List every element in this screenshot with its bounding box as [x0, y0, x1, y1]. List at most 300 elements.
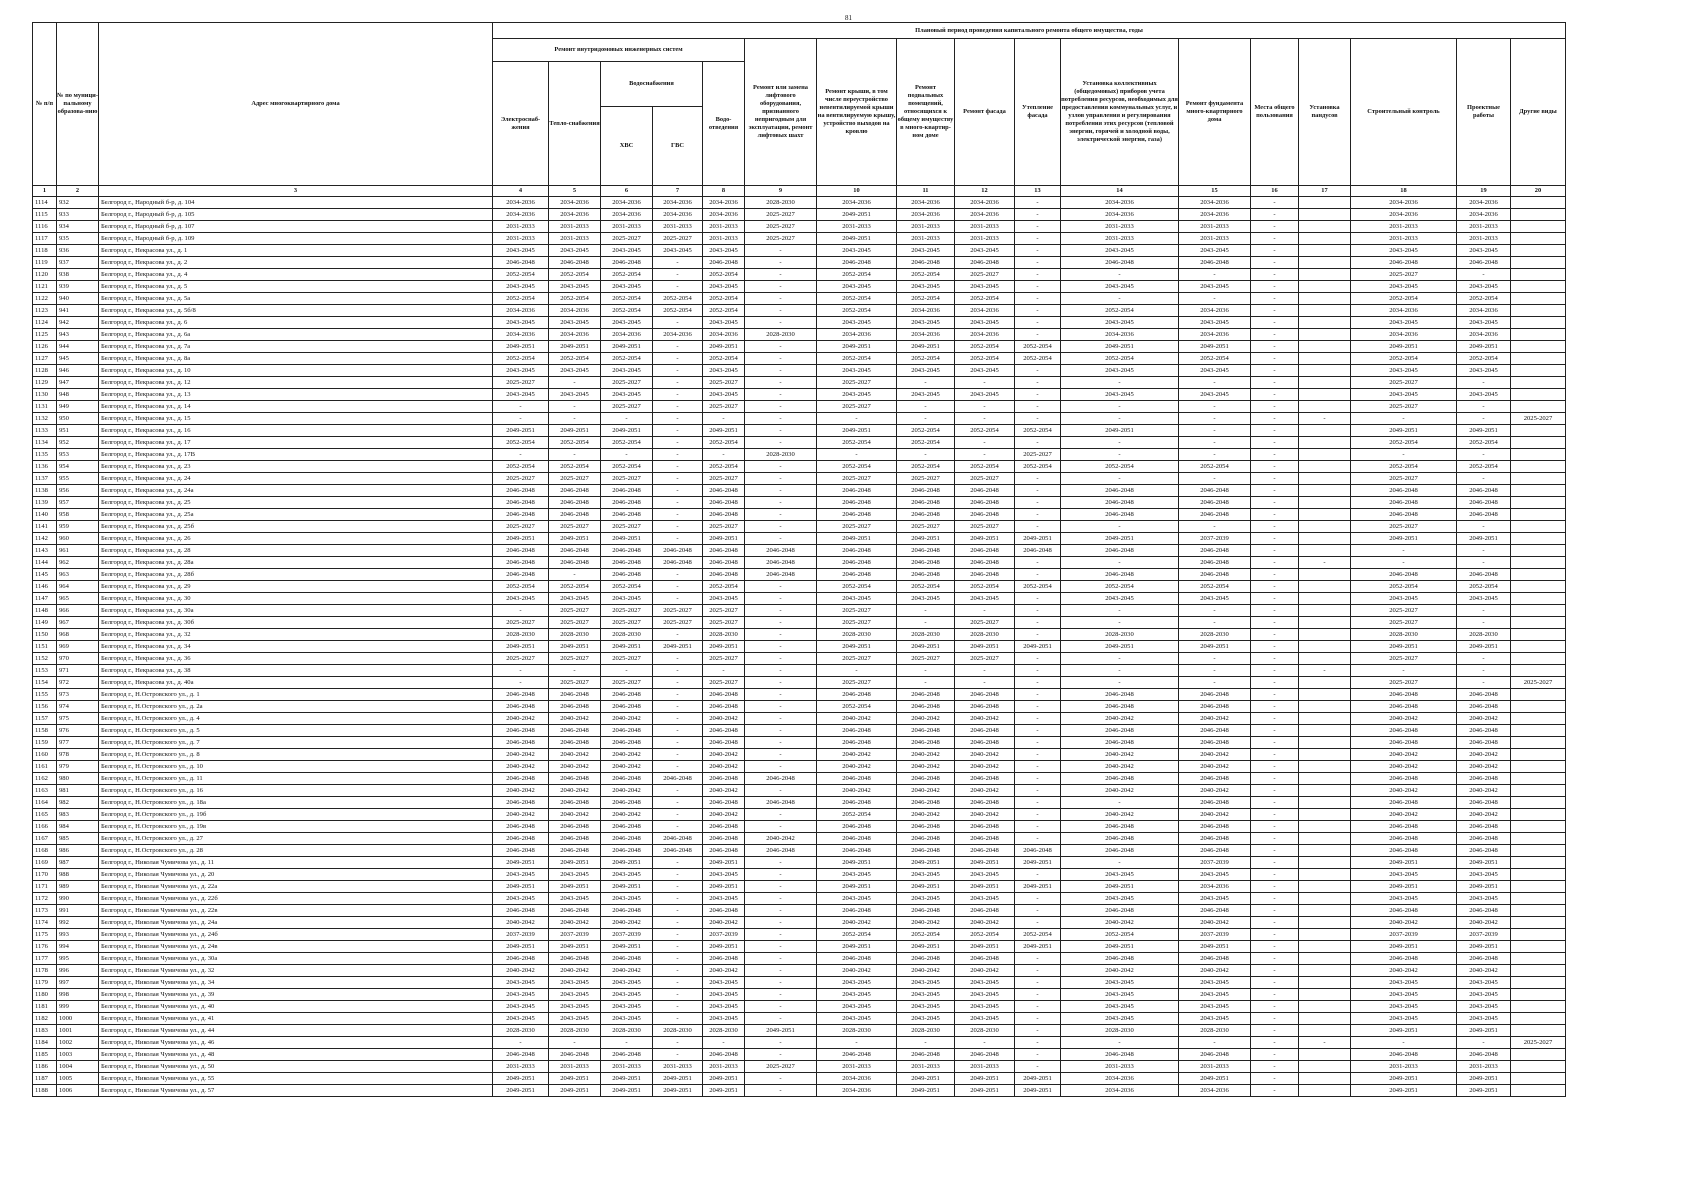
period-cell: 2049-2051	[653, 641, 703, 653]
period-cell: 2040-2042	[1457, 809, 1511, 821]
period-cell: 2025-2027	[703, 377, 745, 389]
period-cell: 2052-2054	[817, 461, 897, 473]
period-cell: -	[1015, 773, 1061, 785]
period-cell: 2046-2048	[897, 797, 955, 809]
period-cell: 2025-2027	[1015, 449, 1061, 461]
period-cell: 2049-2051	[817, 941, 897, 953]
period-cell: 2025-2027	[1351, 653, 1457, 665]
period-cell: 2046-2048	[703, 557, 745, 569]
period-cell: 2052-2054	[1179, 461, 1251, 473]
period-cell: 2052-2054	[653, 305, 703, 317]
table-row	[33, 665, 1566, 677]
period-cell: 2049-2051	[703, 881, 745, 893]
period-cell: 2049-2051	[817, 881, 897, 893]
period-cell: -	[1061, 653, 1179, 665]
table-row	[33, 785, 1566, 797]
column-number: 7	[653, 186, 703, 197]
period-cell: 2046-2048	[955, 905, 1015, 917]
period-cell: -	[1251, 785, 1299, 797]
period-cell: 2049-2051	[817, 425, 897, 437]
row-number: 1174	[33, 917, 57, 929]
header-ramps: Установка пандусов	[1299, 39, 1351, 186]
period-cell: 2046-2048	[703, 485, 745, 497]
period-cell: 2046-2048	[955, 689, 1015, 701]
period-cell: 2043-2045	[1061, 365, 1179, 377]
period-cell: 2043-2045	[897, 389, 955, 401]
period-cell: 2025-2027	[955, 269, 1015, 281]
period-cell	[1511, 797, 1566, 809]
row-number: 1121	[33, 281, 57, 293]
period-cell: -	[1015, 557, 1061, 569]
period-cell: -	[1061, 605, 1179, 617]
period-cell: 2031-2033	[1061, 233, 1179, 245]
period-cell: -	[653, 401, 703, 413]
period-cell: 2046-2048	[1179, 821, 1251, 833]
period-cell: 2043-2045	[1179, 989, 1251, 1001]
period-cell: 2046-2048	[745, 557, 817, 569]
period-cell: 2043-2045	[601, 893, 653, 905]
table-row	[33, 857, 1566, 869]
municipal-number: 980	[57, 773, 99, 785]
period-cell: 2028-2030	[897, 629, 955, 641]
period-cell: 2043-2045	[493, 317, 549, 329]
column-number: 4	[493, 186, 549, 197]
period-cell: 2049-2051	[493, 641, 549, 653]
table-row	[33, 929, 1566, 941]
header-facade: Ремонт фасада	[955, 39, 1015, 186]
period-cell: 2043-2045	[1351, 1013, 1457, 1025]
period-cell: 2049-2051	[1351, 941, 1457, 953]
period-cell: -	[745, 905, 817, 917]
period-cell: 2043-2045	[1061, 317, 1179, 329]
period-cell: 2043-2045	[549, 989, 601, 1001]
period-cell	[1299, 401, 1351, 413]
period-cell: -	[1299, 1037, 1351, 1049]
period-cell: -	[1457, 653, 1511, 665]
table-row	[33, 581, 1566, 593]
table-row	[33, 221, 1566, 233]
address-cell: Белгород г., Николая Чумичова ул., д. 20	[99, 869, 493, 881]
period-cell: 2046-2048	[955, 773, 1015, 785]
period-cell: 2034-2036	[1061, 1085, 1179, 1097]
period-cell: 2046-2048	[1179, 905, 1251, 917]
period-cell	[1511, 533, 1566, 545]
table-row	[33, 1049, 1566, 1061]
period-cell: 2040-2042	[549, 749, 601, 761]
period-cell: -	[549, 449, 601, 461]
period-cell: 2046-2048	[549, 737, 601, 749]
column-number: 9	[745, 186, 817, 197]
period-cell: -	[1457, 269, 1511, 281]
period-cell: 2040-2042	[1179, 917, 1251, 929]
row-number: 1122	[33, 293, 57, 305]
period-cell: 2046-2048	[703, 1049, 745, 1061]
period-cell: 2040-2042	[1061, 785, 1179, 797]
row-number: 1128	[33, 365, 57, 377]
period-cell: 2040-2042	[493, 809, 549, 821]
period-cell: 2031-2033	[703, 1061, 745, 1073]
period-cell: 2040-2042	[1351, 749, 1457, 761]
period-cell	[1299, 773, 1351, 785]
period-cell: 2046-2048	[897, 905, 955, 917]
column-number-row	[33, 186, 1566, 197]
address-cell: Белгород г., Некрасова ул., д. 30б	[99, 617, 493, 629]
period-cell: -	[745, 665, 817, 677]
period-cell	[1511, 521, 1566, 533]
period-cell: 2049-2051	[955, 1085, 1015, 1097]
period-cell: -	[1061, 413, 1179, 425]
period-cell: 2046-2048	[601, 797, 653, 809]
period-cell: 2049-2051	[897, 641, 955, 653]
period-cell: 2046-2048	[601, 545, 653, 557]
table-row	[33, 761, 1566, 773]
period-cell: 2049-2051	[897, 857, 955, 869]
period-cell: -	[653, 917, 703, 929]
period-cell: -	[1015, 605, 1061, 617]
period-cell: 2025-2027	[955, 617, 1015, 629]
period-cell	[1511, 1025, 1566, 1037]
period-cell: 2043-2045	[1061, 869, 1179, 881]
period-cell: -	[653, 365, 703, 377]
period-cell: -	[745, 1013, 817, 1025]
row-number: 1155	[33, 689, 57, 701]
period-cell: 2043-2045	[1457, 389, 1511, 401]
row-number: 1185	[33, 1049, 57, 1061]
period-cell: -	[1251, 689, 1299, 701]
period-cell: 2028-2030	[549, 1025, 601, 1037]
period-cell: 2049-2051	[703, 1085, 745, 1097]
period-cell: -	[653, 437, 703, 449]
period-cell: 2034-2036	[601, 209, 653, 221]
period-cell: 2052-2054	[817, 929, 897, 941]
municipal-number: 972	[57, 677, 99, 689]
row-number: 1148	[33, 605, 57, 617]
period-cell: 2052-2054	[817, 353, 897, 365]
period-cell: -	[1251, 521, 1299, 533]
period-cell: 2046-2048	[955, 833, 1015, 845]
row-number: 1132	[33, 413, 57, 425]
period-cell: -	[745, 785, 817, 797]
period-cell: 2031-2033	[549, 233, 601, 245]
table-row	[33, 593, 1566, 605]
period-cell: -	[1251, 329, 1299, 341]
table-row	[33, 557, 1566, 569]
period-cell: 2049-2051	[897, 881, 955, 893]
period-cell: 2040-2042	[897, 917, 955, 929]
table-row	[33, 809, 1566, 821]
period-cell: 2046-2048	[817, 497, 897, 509]
address-cell: Белгород г., Н.Островского ул., д. 7	[99, 737, 493, 749]
period-cell: -	[653, 485, 703, 497]
municipal-number: 959	[57, 521, 99, 533]
period-cell: 2046-2048	[653, 545, 703, 557]
period-cell: 2043-2045	[817, 317, 897, 329]
period-cell: 2046-2048	[1015, 545, 1061, 557]
table-row	[33, 473, 1566, 485]
period-cell: 2052-2054	[817, 581, 897, 593]
period-cell: 2046-2048	[549, 833, 601, 845]
period-cell: -	[703, 665, 745, 677]
period-cell: 2046-2048	[817, 689, 897, 701]
period-cell: 2049-2051	[653, 1073, 703, 1085]
period-cell	[1511, 605, 1566, 617]
period-cell: -	[1179, 521, 1251, 533]
table-row	[33, 701, 1566, 713]
period-cell: -	[955, 665, 1015, 677]
period-cell: 2034-2036	[897, 329, 955, 341]
row-number: 1147	[33, 593, 57, 605]
period-cell: -	[1179, 413, 1251, 425]
period-cell: 2043-2045	[549, 317, 601, 329]
period-cell: 2040-2042	[1351, 713, 1457, 725]
period-cell: 2046-2048	[493, 845, 549, 857]
row-number: 1149	[33, 617, 57, 629]
municipal-number: 962	[57, 557, 99, 569]
period-cell: -	[745, 485, 817, 497]
table-row	[33, 941, 1566, 953]
table-row	[33, 497, 1566, 509]
period-cell: 2028-2030	[703, 629, 745, 641]
period-cell: 2034-2036	[897, 305, 955, 317]
period-cell: -	[1251, 257, 1299, 269]
period-cell: 2046-2048	[493, 833, 549, 845]
period-cell: 2040-2042	[703, 965, 745, 977]
period-cell: 2034-2036	[955, 197, 1015, 209]
period-cell: 2046-2048	[1061, 1049, 1179, 1061]
period-cell: 2052-2054	[549, 293, 601, 305]
period-cell: 2046-2048	[601, 905, 653, 917]
address-cell: Белгород г., Некрасова ул., д. 8а	[99, 353, 493, 365]
period-cell: 2043-2045	[1061, 989, 1179, 1001]
period-cell: -	[1251, 341, 1299, 353]
period-cell: 2049-2051	[1179, 641, 1251, 653]
period-cell: -	[745, 881, 817, 893]
period-cell: -	[1015, 713, 1061, 725]
period-cell: 2031-2033	[897, 1061, 955, 1073]
period-cell	[1299, 1013, 1351, 1025]
period-cell: 2034-2036	[955, 329, 1015, 341]
period-cell: 2040-2042	[549, 965, 601, 977]
period-cell: 2052-2054	[817, 305, 897, 317]
period-cell: -	[1179, 653, 1251, 665]
period-cell: 2046-2048	[1061, 725, 1179, 737]
period-cell: -	[653, 317, 703, 329]
municipal-number: 961	[57, 545, 99, 557]
table-row	[33, 197, 1566, 209]
address-cell: Белгород г., Некрасова ул., д. 10	[99, 365, 493, 377]
municipal-number: 940	[57, 293, 99, 305]
period-cell: 2046-2048	[1061, 905, 1179, 917]
period-cell: 2025-2027	[601, 377, 653, 389]
period-cell: 2046-2048	[1179, 257, 1251, 269]
period-cell: -	[1015, 509, 1061, 521]
period-cell: 2046-2048	[1351, 821, 1457, 833]
municipal-number: 979	[57, 761, 99, 773]
address-cell: Белгород г., Николая Чумичова ул., д. 55	[99, 1073, 493, 1085]
period-cell: -	[1015, 521, 1061, 533]
period-cell: 2049-2051	[1457, 425, 1511, 437]
period-cell: -	[1061, 377, 1179, 389]
period-cell	[1299, 725, 1351, 737]
municipal-number: 1001	[57, 1025, 99, 1037]
period-cell: 2040-2042	[1457, 713, 1511, 725]
column-number: 10	[817, 186, 897, 197]
period-cell: -	[1251, 1037, 1299, 1049]
period-cell: -	[549, 377, 601, 389]
period-cell: -	[1251, 653, 1299, 665]
period-cell: 2046-2048	[653, 557, 703, 569]
period-cell: 2034-2036	[653, 329, 703, 341]
municipal-number: 990	[57, 893, 99, 905]
period-cell: 2046-2048	[1061, 701, 1179, 713]
period-cell: -	[1015, 281, 1061, 293]
period-cell: 2040-2042	[897, 713, 955, 725]
table-row	[33, 329, 1566, 341]
period-cell: 2043-2045	[1179, 317, 1251, 329]
table-row	[33, 881, 1566, 893]
period-cell: -	[653, 461, 703, 473]
municipal-number: 965	[57, 593, 99, 605]
period-cell: -	[1179, 605, 1251, 617]
period-cell	[1511, 665, 1566, 677]
period-cell: 2046-2048	[897, 557, 955, 569]
municipal-number: 969	[57, 641, 99, 653]
period-cell: 2025-2027	[601, 233, 653, 245]
period-cell: -	[1179, 677, 1251, 689]
period-cell: 2043-2045	[897, 977, 955, 989]
period-cell: 2031-2033	[493, 1061, 549, 1073]
period-cell	[1299, 689, 1351, 701]
period-cell: 2040-2042	[955, 785, 1015, 797]
period-cell: -	[1015, 785, 1061, 797]
period-cell: 2046-2048	[601, 773, 653, 785]
period-cell	[1511, 497, 1566, 509]
municipal-number: 989	[57, 881, 99, 893]
row-number: 1127	[33, 353, 57, 365]
period-cell: -	[653, 281, 703, 293]
period-cell: 2043-2045	[1351, 389, 1457, 401]
period-cell: 2046-2048	[1061, 569, 1179, 581]
period-cell: 2046-2048	[549, 689, 601, 701]
municipal-number: 938	[57, 269, 99, 281]
table-row	[33, 485, 1566, 497]
period-cell: -	[955, 605, 1015, 617]
period-cell: -	[1251, 545, 1299, 557]
period-cell: -	[1061, 401, 1179, 413]
period-cell: 2043-2045	[1457, 989, 1511, 1001]
row-number: 1135	[33, 449, 57, 461]
period-cell: 2043-2045	[601, 593, 653, 605]
column-number: 13	[1015, 186, 1061, 197]
period-cell: -	[745, 1049, 817, 1061]
table-row	[33, 317, 1566, 329]
period-cell: 2025-2027	[817, 473, 897, 485]
period-cell: -	[1251, 833, 1299, 845]
period-cell	[1299, 989, 1351, 1001]
period-cell	[1511, 341, 1566, 353]
period-cell: -	[745, 869, 817, 881]
period-cell: -	[1251, 281, 1299, 293]
table-row	[33, 413, 1566, 425]
period-cell: -	[703, 1037, 745, 1049]
period-cell: 2052-2054	[955, 581, 1015, 593]
period-cell: 2034-2036	[1179, 209, 1251, 221]
period-cell: -	[1251, 497, 1299, 509]
period-cell	[1511, 545, 1566, 557]
period-cell	[1299, 833, 1351, 845]
period-cell: -	[1015, 413, 1061, 425]
period-cell: 2049-2051	[601, 941, 653, 953]
period-cell: -	[1251, 797, 1299, 809]
row-number: 1182	[33, 1013, 57, 1025]
table-row	[33, 1085, 1566, 1097]
period-cell: 2025-2027	[1351, 473, 1457, 485]
period-cell: -	[1015, 485, 1061, 497]
period-cell: 2049-2051	[549, 341, 601, 353]
period-cell	[1511, 629, 1566, 641]
period-cell: 2046-2048	[955, 545, 1015, 557]
period-cell: 2046-2048	[817, 845, 897, 857]
period-cell: -	[817, 449, 897, 461]
period-cell: 2043-2045	[601, 389, 653, 401]
period-cell: 2025-2027	[1351, 401, 1457, 413]
period-cell	[1511, 1061, 1566, 1073]
period-cell: 2052-2054	[817, 809, 897, 821]
column-number: 8	[703, 186, 745, 197]
period-cell: 2043-2045	[1061, 893, 1179, 905]
address-cell: Белгород г., Николая Чумичова ул., д. 50	[99, 1061, 493, 1073]
period-cell: -	[1251, 233, 1299, 245]
period-cell: 2043-2045	[1061, 389, 1179, 401]
period-cell: 2040-2042	[703, 917, 745, 929]
period-cell	[1299, 473, 1351, 485]
period-cell: 2046-2048	[1351, 773, 1457, 785]
period-cell: 2043-2045	[897, 317, 955, 329]
period-cell: 2052-2054	[601, 461, 653, 473]
period-cell	[1511, 785, 1566, 797]
period-cell: -	[1015, 833, 1061, 845]
period-cell: 2025-2027	[601, 605, 653, 617]
period-cell	[1299, 449, 1351, 461]
period-cell: 2025-2027	[817, 521, 897, 533]
period-cell: 2052-2054	[897, 437, 955, 449]
table-row	[33, 749, 1566, 761]
municipal-number: 1000	[57, 1013, 99, 1025]
period-cell: 2049-2051	[897, 533, 955, 545]
period-cell: 2046-2048	[1061, 497, 1179, 509]
period-cell: 2025-2027	[703, 677, 745, 689]
period-cell: -	[745, 857, 817, 869]
period-cell: -	[1015, 761, 1061, 773]
table-row	[33, 521, 1566, 533]
period-cell: 2052-2054	[703, 461, 745, 473]
period-cell: 2028-2030	[1179, 1025, 1251, 1037]
period-cell	[1511, 833, 1566, 845]
period-cell: 2040-2042	[817, 761, 897, 773]
period-cell: 2043-2045	[703, 593, 745, 605]
period-cell: 2040-2042	[1457, 917, 1511, 929]
period-cell: -	[601, 665, 653, 677]
period-cell: 2049-2051	[1015, 941, 1061, 953]
period-cell: -	[745, 629, 817, 641]
period-cell: 2043-2045	[601, 989, 653, 1001]
address-cell: Белгород г., Некрасова ул., д. 25а	[99, 509, 493, 521]
period-cell: 2049-2051	[955, 881, 1015, 893]
period-cell: 2043-2045	[817, 389, 897, 401]
period-cell: 2046-2048	[601, 569, 653, 581]
address-cell: Белгород г., Некрасова ул., д. 38	[99, 665, 493, 677]
period-cell: -	[1251, 437, 1299, 449]
